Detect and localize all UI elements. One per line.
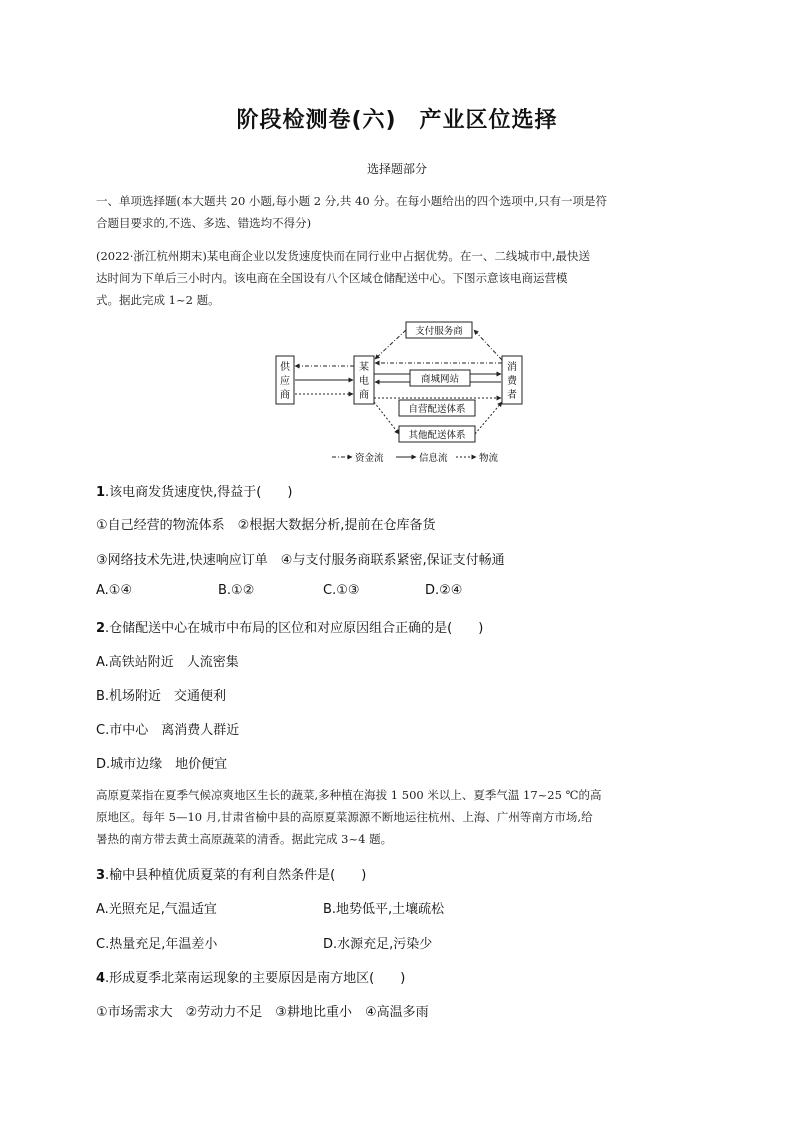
question-3-option-d[interactable]: D.水源充足,污染少 [323,937,433,952]
capital-flow-to-ecommerce [375,330,406,359]
question-1-statement-line2: ③网络技术先进,快速响应订单 ④与支付服务商联系紧密,保证支付畅通 [96,553,505,568]
question-3-option-c[interactable]: C.热量充足,年温差小 [96,937,218,952]
payment-label: 支付服务商 [415,326,463,337]
question-4-text: .形成夏季北菜南运现象的主要原因是南方地区( ) [105,971,406,986]
question-2-text: .仓储配送中心在城市中布局的区位和对应原因组合正确的是( ) [105,621,484,636]
other-delivery-label: 其他配送体系 [408,430,466,441]
question-3-stem [96,864,366,883]
question-1-option-d[interactable]: D.②④ [425,583,463,598]
question-1-option-b[interactable]: B.①② [218,583,255,598]
consumer-char-2: 费 [507,376,517,387]
question-3-number: 3 [96,868,106,883]
question-1-statement-line1: ①自己经营的物流体系 ②根据大数据分析,提前在仓库备货 [96,518,436,533]
page-title: 阶段检测卷(六) 产业区位选择 [236,108,558,133]
question-2-option-c[interactable]: C.市中心 离消费人群近 [96,723,240,738]
passage1-line2: 达时间为下单后三小时内。该电商在全国设有八个区域仓储配送中心。下图示意该电商运营模 [96,271,568,285]
question-3-option-b[interactable]: B.地势低平,土壤疏松 [323,902,445,917]
section-instructions-line2: 合题目要求的,不选、多选、错选均不得分) [96,216,312,230]
ecommerce-char-3: 商 [359,390,369,401]
supplier-char-2: 应 [280,376,290,387]
passage2-line2: 原地区。每年 5—10 月,甘肃省榆中县的高原夏菜源源不断地运往杭州、上海、广州等南方市场,给 [96,810,593,824]
passage2-line1: 高原夏菜指在夏季气候凉爽地区生长的蔬菜,多种植在海拔 1 500 米以上、夏季气温 17~25 ℃的高 [96,788,602,802]
consumer-char-1: 消 [507,362,517,373]
section-subtitle: 选择题部分 [366,162,427,176]
question-1-text: .该电商发货速度快,得益于( ) [105,485,293,500]
consumer-char-3: 者 [507,390,517,401]
question-2-stem [96,617,483,636]
question-1-number: 1 [96,485,106,500]
question-1-stem [96,481,292,500]
question-4-stem [96,967,405,986]
capital-flow-to-payment [474,330,502,360]
question-3-option-a[interactable]: A.光照充足,气温适宜 [96,902,217,917]
passage1-line3: 式。据此完成 1~2 题。 [96,293,220,307]
question-4-number: 4 [96,971,106,986]
question-2-option-a[interactable]: A.高铁站附近 人流密集 [96,655,239,670]
ecommerce-operation-diagram [268,314,536,466]
question-3-text: .榆中县种植优质夏菜的有利自然条件是( ) [105,868,367,883]
question-1-option-c[interactable]: C.①③ [323,583,360,598]
legend-goods-label: 物流 [479,453,499,464]
question-2-option-d[interactable]: D.城市边缘 地价便宜 [96,757,228,772]
ecommerce-char-1: 某 [359,362,369,373]
goods-flow-to-consumer [475,402,502,434]
mall-label: 商城网站 [420,374,460,385]
section-instructions-line1: 一、单项选择题(本大题共 20 小题,每小题 2 分,共 40 分。在每小题给出的四个选项中,只有一项是符 [96,194,607,208]
ecommerce-char-2: 电 [359,376,369,387]
supplier-char-1: 供 [280,362,290,373]
passage1-line1: (2022·浙江杭州期末)某电商企业以发货速度快而在同行业中占据优势。在一、二线城市中,最快送 [96,249,591,263]
goods-flow-to-other-delivery [374,402,399,434]
passage2-line3: 暑热的南方带去黄土高原蔬菜的清香。据此完成 3~4 题。 [96,832,393,846]
legend-capital-label: 资金流 [355,453,384,464]
legend-info-label: 信息流 [419,453,448,464]
question-4-statement-line1: ①市场需求大 ②劳动力不足 ③耕地比重小 ④高温多雨 [96,1005,429,1020]
question-2-number: 2 [96,621,106,636]
question-1-option-a[interactable]: A.①④ [96,583,133,598]
self-delivery-label: 自营配送体系 [408,404,466,415]
supplier-char-3: 商 [280,390,290,401]
question-2-option-b[interactable]: B.机场附近 交通便利 [96,689,227,704]
